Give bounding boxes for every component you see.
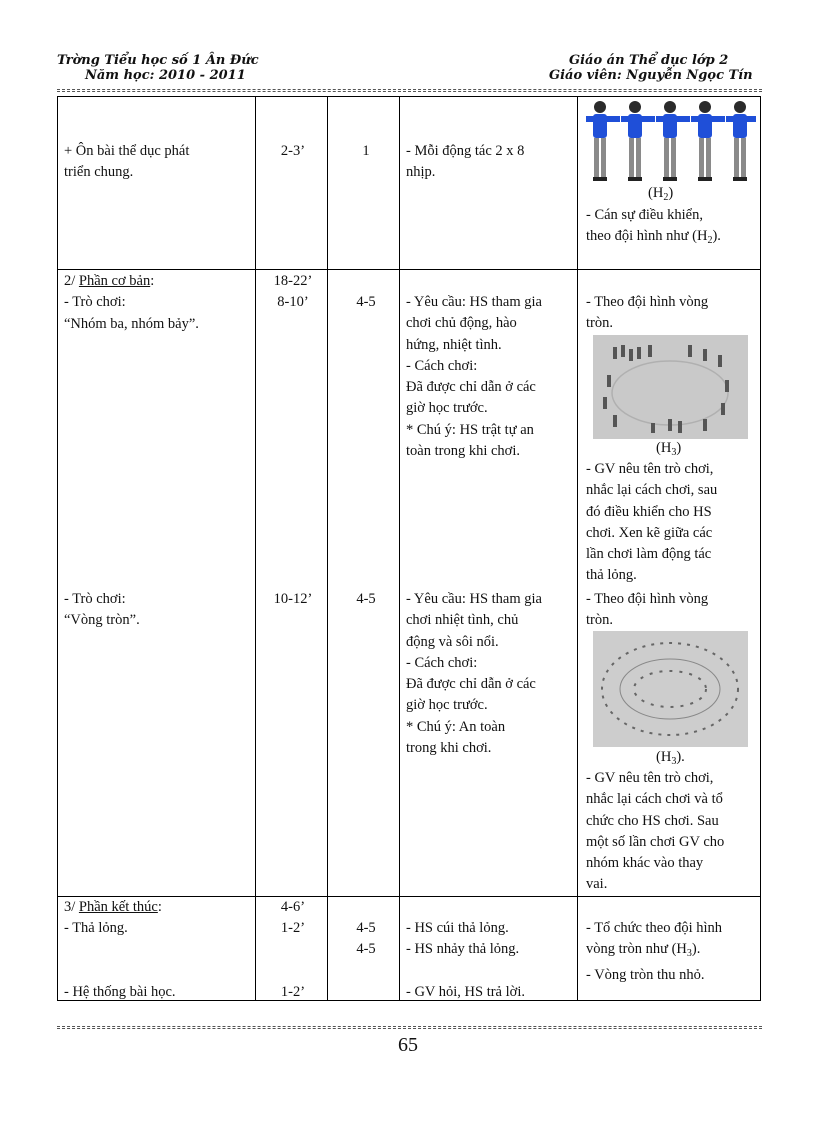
row2-content: 2/ Phần cơ bản: - Trò chơi: “Nhóm ba, nhóm bảy”. — [64, 273, 199, 332]
row3-time-2: 1-2’ — [280, 984, 306, 1000]
figure-h3-caption-2: $(H_3)$. — [656, 749, 685, 767]
lesson-plan-title: Giáo án Thể dục lớp 2 — [569, 53, 729, 68]
row1-organization: - Cán sự điều khiển, theo đội hình như $(H_2)$. — [586, 207, 721, 247]
row2-organization-2-top: - Theo đội hình vòng tròn. — [586, 591, 709, 629]
row2-organization-2-bottom: - GV nêu tên trò chơi, nhắc lại cách chơi và tổ chức cho HS chơi. Sau một số lần chơi GV cho nhóm khác vào thay vai. — [586, 770, 725, 893]
row3-content: 3/ Phần kết thúc: - Thả lỏng. — [64, 899, 162, 937]
row2-time-2: 10-12’ — [273, 591, 313, 607]
figure-h3-caption-1: $(H_3)$ — [656, 440, 682, 458]
column-divider — [327, 97, 328, 1000]
row2-organization-1-bottom: - GV nêu tên trò chơi, nhắc lại cách chơi, sau đó điều khiển cho HS chơi. Xen kẽ giữa các lần chơi làm động tác thả lỏng. — [586, 461, 718, 584]
circle-game-photo-1 — [593, 335, 748, 439]
column-divider — [255, 97, 256, 1000]
row3-time: 4-6’ 1-2’ — [280, 899, 306, 937]
figure-h2-caption: $(H_2)$ — [648, 185, 674, 203]
row-divider — [58, 269, 760, 270]
student-figure — [586, 101, 620, 181]
row2-method-1: - Yêu cầu: HS tham gia chơi chủ động, hào hứng, nhiệt tình. - Cách chơi: Đã được chỉ dẫn ở các giờ học trước. * Chú ý: HS trật tự an toàn trong khi chơi. — [406, 294, 542, 460]
school-name: Trờng Tiểu học số 1 Ân Đức — [57, 53, 259, 68]
row3-summary-item: - Hệ thống bài học. — [64, 984, 176, 1000]
row2-count: 4-5 — [356, 294, 376, 310]
row2-count-2: 4-5 — [356, 591, 376, 607]
row2-organization-1-top: - Theo đội hình vòng tròn. — [586, 294, 709, 332]
column-divider — [399, 97, 400, 1000]
row3-organization: - Tổ chức theo đội hình vòng tròn như $(H_3)$. - Vòng tròn thu nhỏ. — [586, 920, 723, 983]
footer-divider — [57, 1026, 762, 1027]
row2-time: 18-22’ 8-10’ — [273, 273, 313, 311]
row1-count: 1 — [362, 143, 370, 159]
lesson-table — [57, 96, 761, 1001]
page-number: 65 — [398, 1034, 418, 1056]
header-divider-2 — [57, 91, 762, 92]
row2-game2: - Trò chơi: “Vòng tròn”. — [64, 591, 140, 629]
row1-method: - Mỗi động tác 2 x 8 nhịp. — [406, 143, 525, 181]
header-divider — [57, 89, 762, 90]
row3-count: 4-5 4-5 — [356, 920, 376, 958]
row1-time: 2-3’ — [280, 143, 306, 159]
row3-method-3: - GV hỏi, HS trả lời. — [406, 984, 525, 1000]
row2-method-2: - Yêu cầu: HS tham gia chơi nhiệt tình, chủ động và sôi nổi. - Cách chơi: Đã được chỉ dẫn ở các giờ học trước. * Chú ý: An toàn trong khi chơi. — [406, 591, 542, 757]
teacher-name: Giáo viên: Nguyễn Ngọc Tín — [549, 68, 753, 83]
footer-divider-2 — [57, 1028, 762, 1029]
circle-game-photo-2 — [593, 631, 748, 747]
school-year: Năm học: 2010 - 2011 — [85, 68, 246, 83]
row1-content: + Ôn bài thể dục phát triển chung. — [64, 143, 190, 181]
students-line-figure — [586, 99, 756, 187]
row3-method: - HS cúi thả lỏng. - HS nhảy thả lỏng. — [406, 920, 520, 958]
column-divider — [577, 97, 578, 1000]
